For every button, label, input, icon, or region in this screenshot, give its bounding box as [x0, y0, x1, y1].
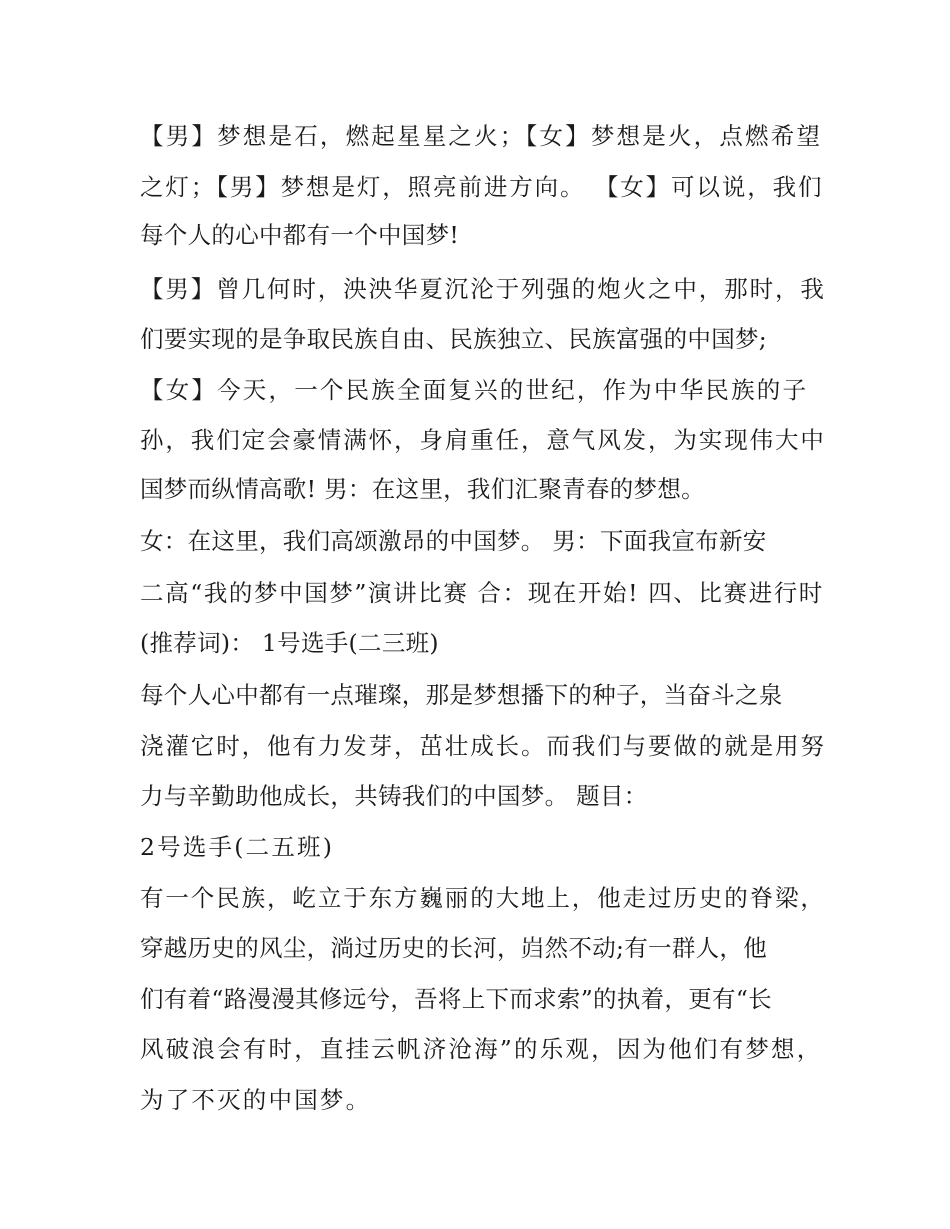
paragraph-line-1: 【男】梦想是石，燃起星星之火；【女】梦想是火，点燃希望	[140, 122, 823, 150]
paragraph-line-19: 风破浪会有时，直挂云帆济沧海”的乐观，因为他们有梦想，	[140, 1035, 823, 1063]
paragraph-line-15: 2号选手(二五班)	[140, 833, 335, 861]
paragraph-line-14: 力与辛勤助他成长，共铸我们的中国梦。 题目：	[140, 782, 648, 810]
paragraph-line-11: (推荐词)： 1号选手(二三班)	[140, 629, 439, 657]
paragraph-line-12: 每个人心中都有一点璀璨，那是梦想播下的种子，当奋斗之泉	[140, 681, 783, 709]
paragraph-line-10: 二高“我的梦中国梦”演讲比赛 合：现在开始! 四、比赛进行时	[140, 579, 824, 607]
paragraph-line-9: 女：在这里，我们高颂激昂的中国梦。 男：下面我宣布新安	[140, 527, 767, 555]
paragraph-line-13: 浇灌它时，他有力发芽，茁壮成长。而我们与要做的就是用努	[140, 732, 826, 760]
paragraph-line-2: 之灯；【男】梦想是灯，照亮前进方向。 【女】可以说，我们	[140, 173, 824, 201]
paragraph-line-20: 为了不灭的中国梦。	[140, 1086, 372, 1114]
paragraph-line-17: 穿越历史的风尘，淌过历史的长河，岿然不动;有一群人，他	[140, 934, 768, 962]
paragraph-line-5: 们要实现的是争取民族自由、民族独立、民族富强的中国梦;	[140, 325, 768, 353]
paragraph-line-18: 们有着“路漫漫其修远兮，吾将上下而求索”的执着，更有“长	[140, 985, 772, 1013]
paragraph-line-3: 每个人的心中都有一个中国梦!	[140, 221, 460, 249]
paragraph-line-7: 孙，我们定会豪情满怀，身肩重任，意气风发，为实现伟大中	[140, 426, 826, 454]
paragraph-line-4: 【男】曾几何时，泱泱华夏沉沦于列强的炮火之中，那时，我	[140, 275, 826, 303]
paragraph-line-8: 国梦而纵情高歌! 男：在这里，我们汇聚青春的梦想。	[140, 475, 705, 503]
paragraph-line-6: 【女】今天，一个民族全面复兴的世纪，作为中华民族的子	[140, 376, 809, 404]
paragraph-line-16: 有一个民族，屹立于东方巍丽的大地上，他走过历史的脊梁，	[140, 884, 826, 912]
